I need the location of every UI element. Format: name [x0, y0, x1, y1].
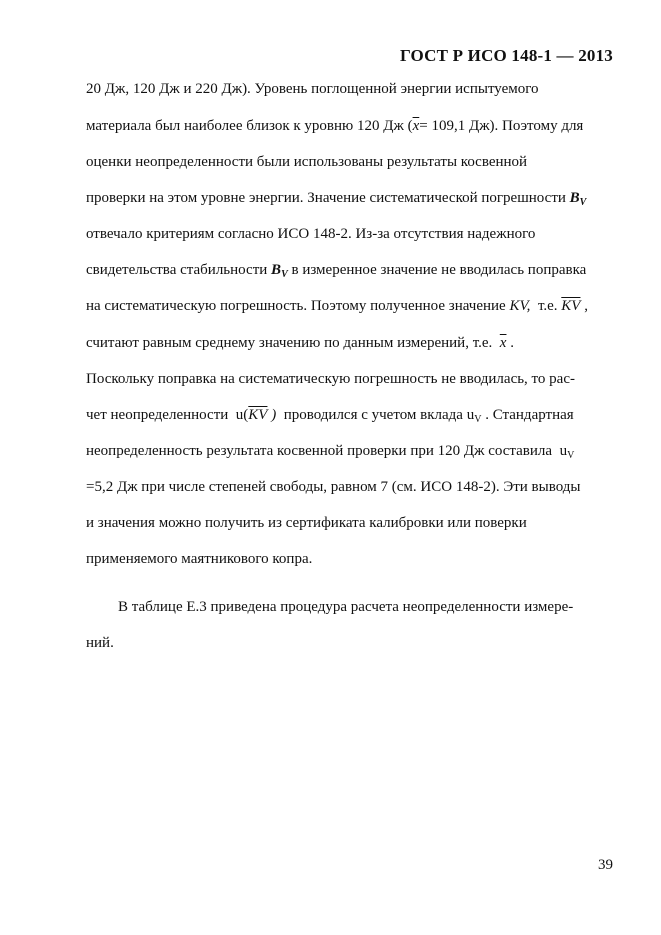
text-line: материала был наиболее близок к уровню 120 Дж ($\overline{x}= 109,1$ Дж). Поэтому для [86, 118, 584, 134]
text-line: оценки неопределенности были использованы результаты косвенной [86, 154, 528, 170]
text-line: чет неопределенности $u(\overline{KV}$ ) проводился с учетом вклада $u_V$ . Стандартная [86, 407, 574, 425]
text-line: проверки на этом уровне энергии. Значение систематической погрешности $B_V$ [86, 190, 587, 208]
text-line: Поскольку поправка на систематическую погрешность не вводилась, то рас- [86, 371, 575, 387]
symbol-bv: $B_V$ [569, 190, 587, 208]
text-line: применяемого маятникового копра. [86, 551, 313, 567]
text-line: =5,2 Дж при числе степеней свободы, равном 7 (см. ИСО 148-2). Эти выводы [86, 479, 581, 495]
text-line: на систематическую погрешность. Поэтому полученное значение KV, т.е. $\overline{KV}$ , [86, 298, 588, 314]
page-number: 39 [598, 857, 613, 873]
text-line: считают равным среднему значению по данным измерений, т.е. $\overline{x}$ . [86, 335, 514, 351]
text-line: отвечало критериям согласно ИСО 148-2. Из-за отсутствия надежного [86, 226, 536, 242]
text-line: неопределенность результата косвенной проверки при 120 Дж составила $u_V$ [86, 443, 575, 461]
text-line: и значения можно получить из сертификата калибровки или поверки [86, 515, 527, 531]
text-line: свидетельства стабильности $B_V$ в измеренное значение не вводилась поправка [86, 262, 587, 280]
text-line: В таблице Е.3 приведена процедура расчета неопределенности измере- [118, 599, 574, 615]
text-line: 20 Дж, 120 Дж и 220 Дж). Уровень поглощенной энергии испытуемого [86, 81, 539, 97]
text-line: ний. [86, 635, 114, 651]
document-header: ГОСТ Р ИСО 148-1 — 2013 [399, 46, 613, 65]
